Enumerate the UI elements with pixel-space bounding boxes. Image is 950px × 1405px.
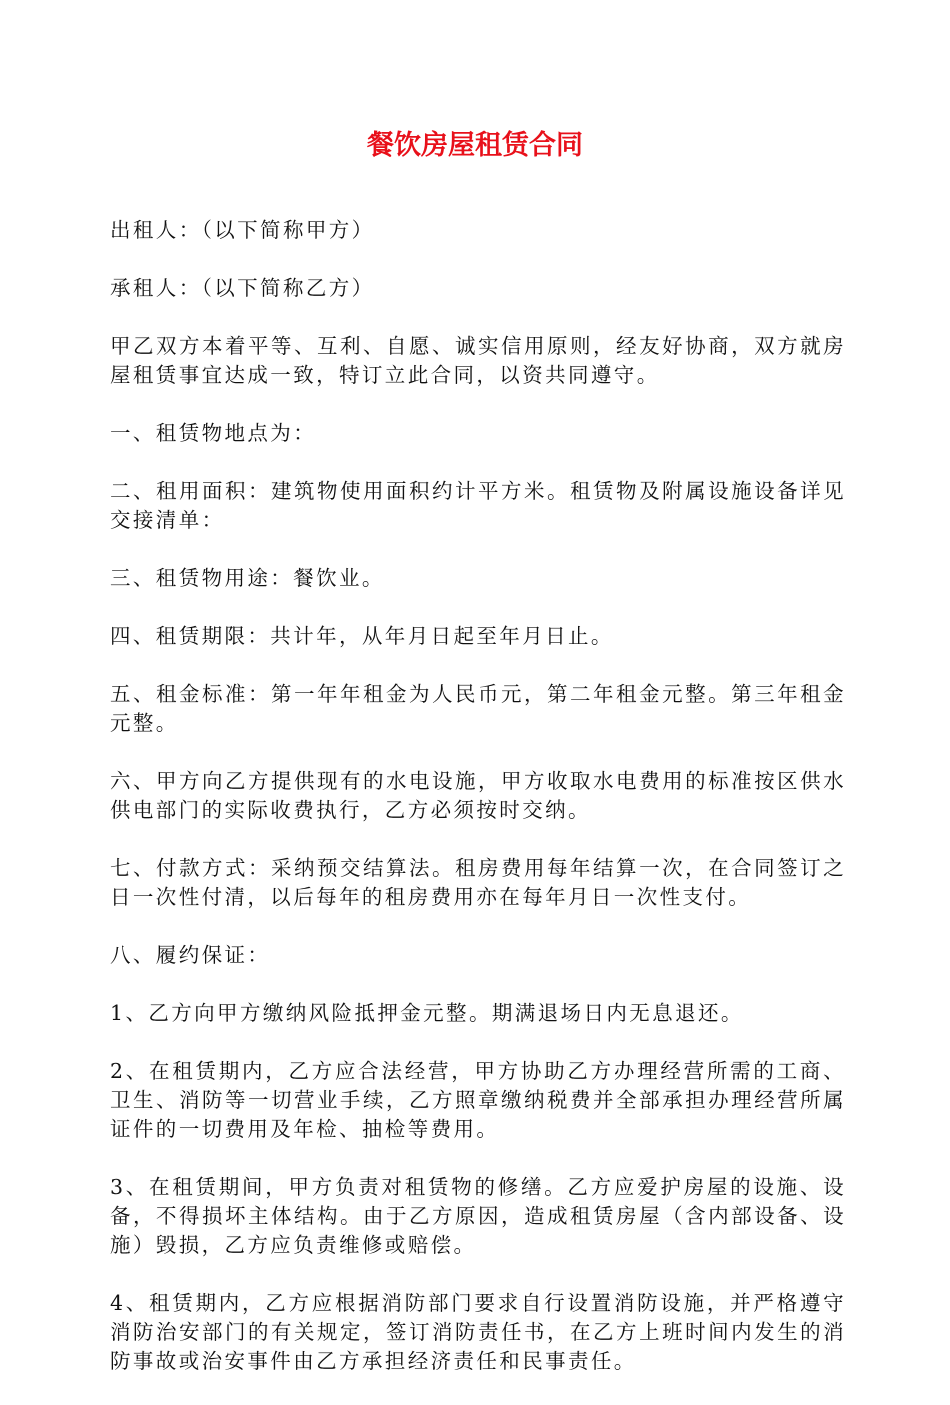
paragraph-preamble: 甲乙双方本着平等、互利、自愿、诚实信用原则，经友好协商，双方就房屋租赁事宜达成一致，特订立此合同，以资共同遵守。 xyxy=(110,334,846,387)
paragraph-clause-8-4: 4、租赁期内，乙方应根据消防部门要求自行设置消防设施，并严格遵守消防治安部门的有关规定，签订消防责任书，在乙方上班时间内发生的消防事故或治安事件由乙方承担经济责任和民事责任。 xyxy=(110,1291,846,1373)
paragraph-clause-4: 四、租赁期限：共计年，从年月日起至年月日止。 xyxy=(110,624,614,648)
paragraph-clause-7: 七、付款方式：采纳预交结算法。租房费用每年结算一次，在合同签订之日一次性付清，以后每年的租房费用亦在每年月日一次性支付。 xyxy=(110,856,846,909)
paragraph-lessor: 出租人：（以下简称甲方） xyxy=(110,218,375,242)
paragraph-clause-8-1: 1、乙方向甲方缴纳风险抵押金元整。期满退场日内无息退还。 xyxy=(110,1001,744,1025)
paragraph-clause-1: 一、租赁物地点为： xyxy=(110,421,317,445)
paragraph-clause-8-3: 3、在租赁期间，甲方负责对租赁物的修缮。乙方应爱护房屋的设施、设备，不得损坏主体结构。由于乙方原因，造成租赁房屋（含内部设备、设施）毁损，乙方应负责维修或赔偿。 xyxy=(110,1175,846,1257)
document-title: 餐饮房屋租赁合同 xyxy=(367,130,583,161)
paragraph-clause-8: 八、履约保证： xyxy=(110,943,271,967)
paragraph-clause-8-2: 2、在租赁期内，乙方应合法经营，甲方协助乙方办理经营所需的工商、卫生、消防等一切营业手续，乙方照章缴纳税费并全部承担办理经营所属证件的一切费用及年检、抽检等费用。 xyxy=(110,1059,846,1141)
paragraph-clause-6: 六、甲方向乙方提供现有的水电设施，甲方收取水电费用的标准按区供水供电部门的实际收费执行，乙方必须按时交纳。 xyxy=(110,769,846,822)
document-body xyxy=(110,216,846,1405)
paragraph-clause-3: 三、租赁物用途：餐饮业。 xyxy=(110,566,385,590)
paragraph-lessee: 承租人：（以下简称乙方） xyxy=(110,276,375,300)
paragraph-clause-5: 五、租金标准：第一年年租金为人民币元，第二年租金元整。第三年租金元整。 xyxy=(110,682,846,735)
paragraph-clause-2: 二、租用面积：建筑物使用面积约计平方米。租赁物及附属设施设备详见交接清单： xyxy=(110,479,846,532)
